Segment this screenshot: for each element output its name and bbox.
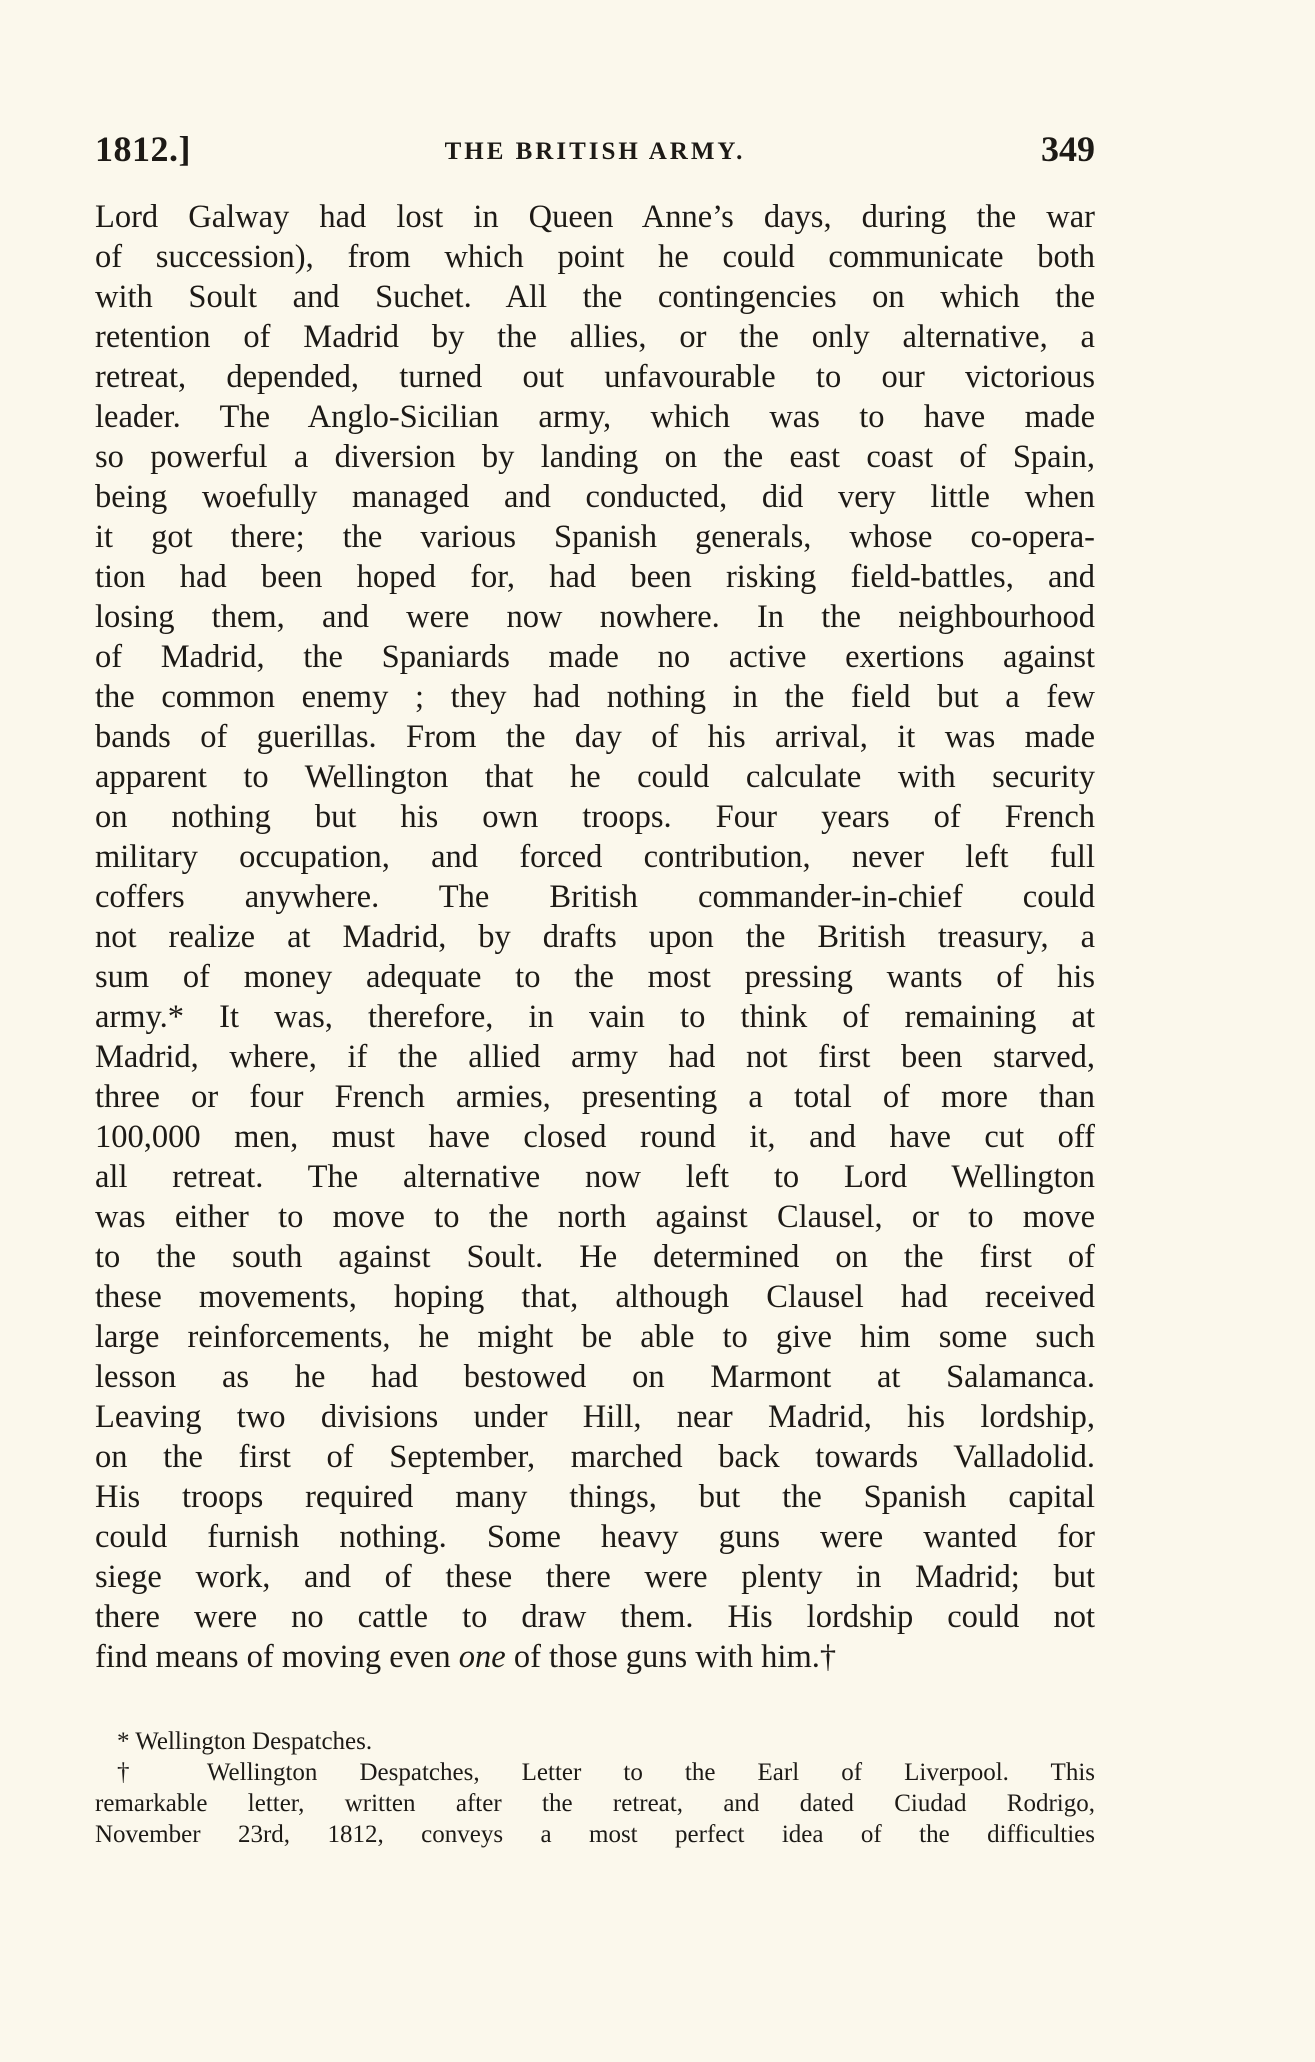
- text-line: bands of guerillas. From the day of his arrival, it was made: [95, 719, 1095, 755]
- text-line: Madrid, where, if the allied army had not first been starved,: [95, 1039, 1095, 1075]
- text-line: three or four French armies, presenting a total of more than: [95, 1079, 1095, 1115]
- text-line: coffers anywhere. The British commander-in-chief could: [95, 879, 1095, 915]
- text-line: large reinforcements, he might be able to give him some such: [95, 1319, 1095, 1355]
- body-text: [95, 197, 1095, 1677]
- text-line: Leaving two divisions under Hill, near Madrid, his lordship,: [95, 1399, 1095, 1435]
- text-segment: find means of moving even: [95, 1639, 459, 1675]
- footnote-2-line: † Wellington Despatches, Letter to the Earl of Liverpool. This: [117, 1759, 1095, 1786]
- text-line: sum of money adequate to the most pressing wants of his: [95, 959, 1095, 995]
- footnote-2-line: November 23rd, 1812, conveys a most perfect idea of the difficulties: [95, 1821, 1095, 1848]
- header-title: THE BRITISH ARMY.: [444, 138, 746, 165]
- footnote-1: * Wellington Despatches.: [117, 1728, 373, 1755]
- text-line: it got there; the various Spanish generals, whose co-opera-: [95, 519, 1095, 555]
- text-line: there were no cattle to draw them. His lordship could not: [95, 1599, 1095, 1635]
- footnote-2-line: remarkable letter, written after the retreat, and dated Ciudad Rodrigo,: [95, 1790, 1095, 1817]
- text-line: losing them, and were now nowhere. In the neighbourhood: [95, 599, 1095, 635]
- header-year: 1812.]: [95, 129, 191, 169]
- text-line: leader. The Anglo-Sicilian army, which was to have made: [95, 399, 1095, 435]
- text-line: 100,000 men, must have closed round it, and have cut off: [95, 1119, 1095, 1155]
- text-line: Lord Galway had lost in Queen Anne’s days, during the war: [95, 199, 1095, 235]
- text-line: apparent to Wellington that he could calculate with security: [95, 759, 1095, 795]
- text-line: on nothing but his own troops. Four years of French: [95, 799, 1095, 835]
- text-line: not realize at Madrid, by drafts upon the British treasury, a: [95, 919, 1095, 955]
- text-line: being woefully managed and conducted, did very little when: [95, 479, 1095, 515]
- text-line: army.* It was, therefore, in vain to think of remaining at: [95, 999, 1095, 1035]
- text-line: these movements, hoping that, although Clausel had received: [95, 1279, 1095, 1315]
- text-line: so powerful a diversion by landing on the east coast of Spain,: [95, 439, 1095, 475]
- text-line: retention of Madrid by the allies, or the only alternative, a: [95, 319, 1095, 355]
- text-line: lesson as he had bestowed on Marmont at Salamanca.: [95, 1359, 1095, 1395]
- text-line: with Soult and Suchet. All the contingencies on which the: [95, 279, 1095, 315]
- text-line: could furnish nothing. Some heavy guns were wanted for: [95, 1519, 1095, 1555]
- text-line-last: [95, 1637, 1095, 1677]
- text-line: retreat, depended, turned out unfavourable to our victorious: [95, 359, 1095, 395]
- page-number: 349: [1041, 129, 1095, 169]
- text-line: the common enemy ; they had nothing in the field but a few: [95, 679, 1095, 715]
- text-line: His troops required many things, but the Spanish capital: [95, 1479, 1095, 1515]
- running-header: [95, 128, 1095, 178]
- text-line: tion had been hoped for, had been risking field-battles, and: [95, 559, 1095, 595]
- text-line: of succession), from which point he could communicate both: [95, 239, 1095, 275]
- text-line: on the first of September, marched back towards Valladolid.: [95, 1439, 1095, 1475]
- text-line: to the south against Soult. He determined on the first of: [95, 1239, 1095, 1275]
- footnotes: [95, 1726, 1095, 1850]
- text-segment: of those guns with him.†: [505, 1639, 837, 1675]
- text-line: was either to move to the north against Clausel, or to move: [95, 1199, 1095, 1235]
- emphasis-word: one: [458, 1639, 506, 1675]
- text-line: all retreat. The alternative now left to Lord Wellington: [95, 1159, 1095, 1195]
- text-line: of Madrid, the Spaniards made no active exertions against: [95, 639, 1095, 675]
- text-line: siege work, and of these there were plenty in Madrid; but: [95, 1559, 1095, 1595]
- text-line: military occupation, and forced contribution, never left full: [95, 839, 1095, 875]
